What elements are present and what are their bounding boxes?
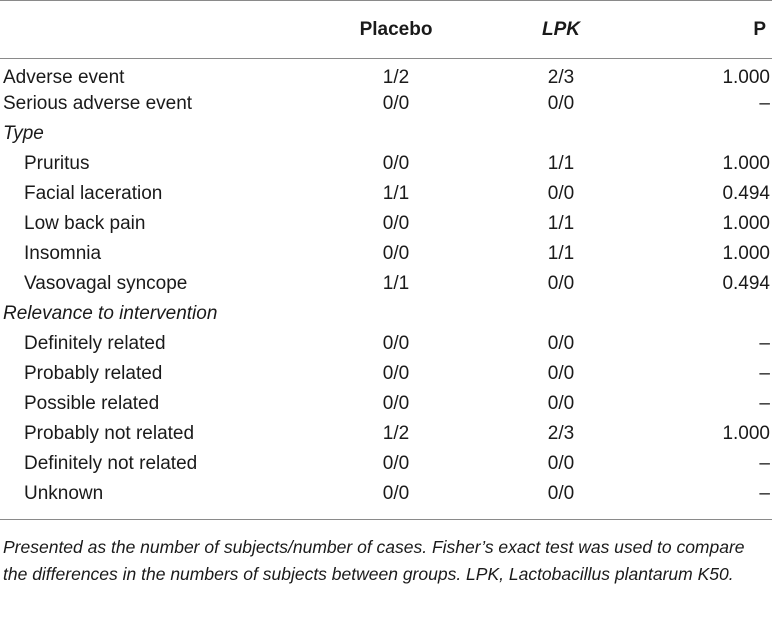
section-heading: Type (3, 123, 44, 144)
row-label: Facial laceration (24, 183, 163, 204)
lpk-value (482, 119, 640, 149)
p-value: 0.494 (722, 273, 770, 294)
lpk-value: 1/1 (547, 213, 575, 234)
placebo-value (310, 119, 482, 149)
lpk-value: 0/0 (547, 93, 575, 114)
row-label: Pruritus (24, 153, 90, 174)
placebo-value: 1/1 (382, 183, 410, 204)
lpk-value: 1/1 (547, 243, 575, 264)
header-p-value: P (640, 1, 772, 59)
table-row (0, 179, 772, 209)
table-body (0, 59, 772, 520)
p-value: – (759, 363, 770, 384)
table-row (0, 239, 772, 269)
placebo-value: 1/1 (382, 273, 410, 294)
table-row (0, 419, 772, 449)
lpk-value: 0/0 (547, 363, 575, 384)
header-label (0, 1, 310, 59)
lpk-value: 0/0 (547, 393, 575, 414)
row-label: Serious adverse event (3, 93, 193, 114)
placebo-value: 0/0 (382, 213, 410, 234)
section-heading: Relevance to intervention (3, 303, 218, 324)
row-label: Low back pain (24, 213, 146, 234)
p-value: – (759, 93, 770, 114)
placebo-value: 0/0 (382, 93, 410, 114)
table-row (0, 149, 772, 179)
row-label: Unknown (0, 479, 310, 520)
row-label: Definitely related (24, 333, 166, 354)
placebo-value: 0/0 (310, 479, 482, 520)
placebo-value: 0/0 (382, 333, 410, 354)
row-label: Adverse event (3, 67, 125, 88)
p-value: – (759, 393, 770, 414)
p-value: 1.000 (722, 213, 770, 234)
placebo-value: 0/0 (382, 393, 410, 414)
p-value: 0.494 (722, 183, 770, 204)
table-row (0, 119, 772, 149)
p-value: – (759, 453, 770, 474)
placebo-value: 0/0 (382, 243, 410, 264)
p-value: – (640, 479, 772, 520)
row-label: Probably related (24, 363, 163, 384)
placebo-value: 1/2 (382, 423, 410, 444)
p-value: – (759, 333, 770, 354)
row-label: Possible related (24, 393, 160, 414)
row-label: Definitely not related (24, 453, 198, 474)
table-row (0, 59, 772, 90)
lpk-value: 2/3 (547, 67, 575, 88)
p-value (640, 299, 772, 329)
placebo-value: 0/0 (382, 153, 410, 174)
placebo-value (310, 299, 482, 329)
row-label: Insomnia (24, 243, 102, 264)
table-row (0, 479, 772, 520)
lpk-value: 0/0 (547, 333, 575, 354)
table-row (0, 389, 772, 419)
table-row (0, 359, 772, 389)
p-value: 1.000 (722, 67, 770, 88)
placebo-value: 0/0 (382, 453, 410, 474)
table-row (0, 329, 772, 359)
p-value: 1.000 (722, 423, 770, 444)
table-row (0, 269, 772, 299)
p-value (640, 119, 772, 149)
lpk-value: 0/0 (547, 273, 575, 294)
header-row (0, 1, 772, 59)
lpk-value: 0/0 (482, 479, 640, 520)
lpk-value: 1/1 (547, 153, 575, 174)
table-header (0, 1, 772, 59)
table-row (0, 89, 772, 119)
header-lpk: LPK (482, 1, 640, 59)
placebo-value: 0/0 (382, 363, 410, 384)
lpk-value: 0/0 (547, 183, 575, 204)
p-value: 1.000 (722, 153, 770, 174)
table-row (0, 299, 772, 329)
lpk-value: 2/3 (547, 423, 575, 444)
placebo-value: 1/2 (382, 67, 410, 88)
table-footnote: Presented as the number of subjects/number of cases. Fisher’s exact test was used to compare the differences in the numbers of subjects between groups. LPK, Lactobacillus plantarum K50. (3, 537, 745, 584)
lpk-value (482, 299, 640, 329)
lpk-value: 0/0 (547, 453, 575, 474)
table-row (0, 209, 772, 239)
row-label: Probably not related (24, 423, 195, 444)
header-placebo: Placebo (310, 1, 482, 59)
row-label: Vasovagal syncope (24, 273, 188, 294)
table-row (0, 449, 772, 479)
p-value: 1.000 (722, 243, 770, 264)
